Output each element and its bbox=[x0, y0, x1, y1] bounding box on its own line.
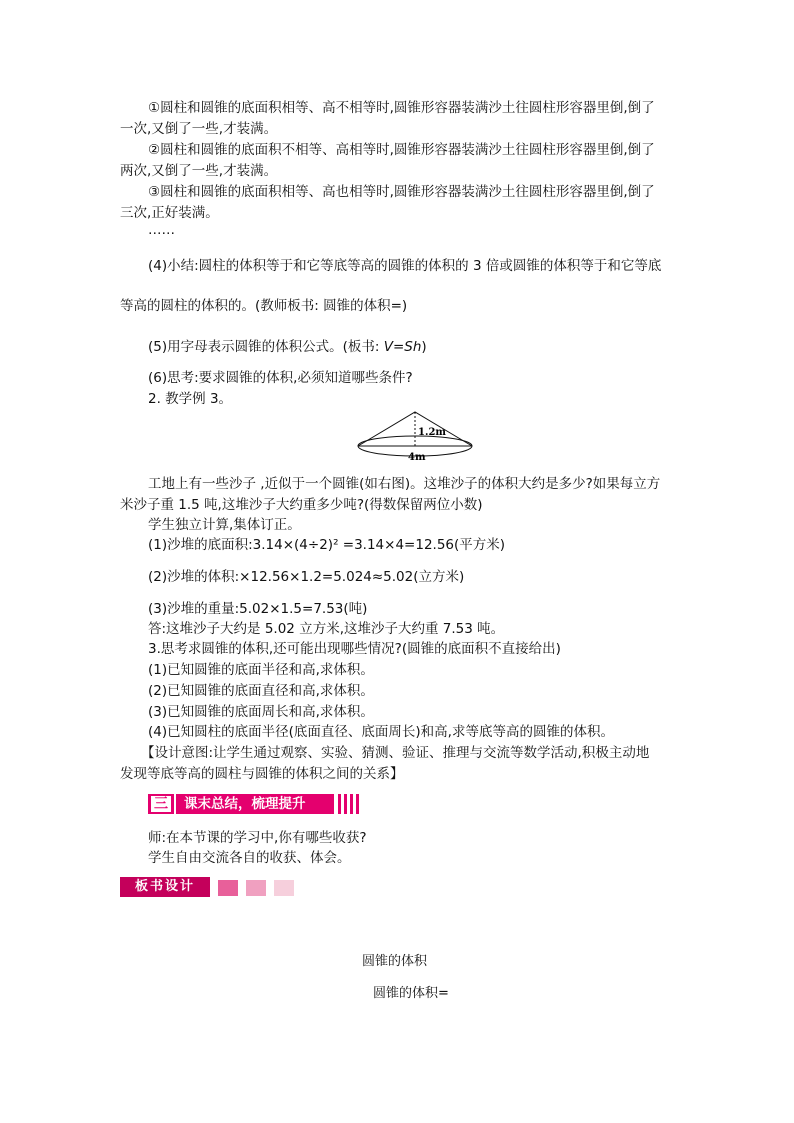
deco-square bbox=[274, 880, 294, 896]
cone-base-label: 4m bbox=[408, 452, 426, 463]
line-3: ②圆柱和圆锥的底面积不相等、高相等时,圆锥形容器装满沙土往圆柱形容器里倒,倒了 bbox=[148, 142, 655, 158]
cone-figure bbox=[354, 408, 476, 466]
example-heading: 2. 教学例 3。 bbox=[148, 391, 233, 407]
thinking-line: (6)思考:要求圆锥的体积,必须知道哪些条件? bbox=[148, 370, 413, 386]
case-4: (4)已知圆柱的底面半径(底面直径、底面周长)和高,求等底等高的圆锥的体积。 bbox=[148, 724, 614, 740]
step-3: (3)沙堆的重量:5.02×1.5=7.53(吨) bbox=[148, 601, 368, 617]
section-3-banner bbox=[148, 794, 364, 814]
banner-stripe bbox=[338, 794, 341, 814]
design-intent-line-2: 发现等底等高的圆柱与圆锥的体积之间的关系】 bbox=[120, 766, 404, 782]
think-heading: 3.思考求圆锥的体积,还可能出现哪些情况?(圆锥的底面积不直接给出) bbox=[148, 641, 561, 657]
summary-line-1: (4)小结:圆柱的体积等于和它等底等高的圆锥的体积的 3 倍或圆锥的体积等于和它等底 bbox=[148, 258, 662, 274]
formula-text: (5)用字母表示圆锥的体积公式。(板书: bbox=[148, 339, 384, 355]
line-2: 一次,又倒了一些,才装满。 bbox=[120, 121, 278, 137]
summary-line-2: 等高的圆柱的体积的。(教师板书: 圆锥的体积=) bbox=[120, 298, 408, 314]
formula-line bbox=[148, 337, 427, 357]
line-6: 三次,正好装满。 bbox=[120, 205, 219, 221]
design-intent-line-1: 【设计意图:让学生通过观察、实验、猜测、验证、推理与交流等数学活动,积极主动地 bbox=[141, 745, 650, 761]
problem-line-2: 米沙子重 1.5 吨,这堆沙子大约重多少吨?(得数保留两位小数) bbox=[120, 497, 483, 513]
deco-square bbox=[218, 880, 238, 896]
line-5: ③圆柱和圆锥的底面积相等、高也相等时,圆锥形容器装满沙土往圆柱形容器里倒,倒了 bbox=[148, 184, 655, 200]
formula-symbol: V=Sh bbox=[383, 339, 422, 355]
banner-stripe bbox=[344, 794, 347, 814]
board-design-label: 板书设计 bbox=[120, 877, 210, 897]
banner-stripe bbox=[350, 794, 353, 814]
ellipsis: …… bbox=[148, 222, 175, 238]
instruction-line: 学生独立计算,集体订正。 bbox=[148, 517, 301, 533]
banner-stripe bbox=[356, 794, 359, 814]
cone-height-label: 1.2m bbox=[418, 427, 446, 438]
board-formula: 圆锥的体积= bbox=[373, 986, 449, 1001]
deco-square bbox=[246, 880, 266, 896]
problem-line-1: 工地上有一些沙子 ,近似于一个圆锥(如右图)。这堆沙子的体积大约是多少?如果每立方 bbox=[148, 476, 661, 492]
step-1: (1)沙堆的底面积:3.14×(4÷2)² =3.14×4=12.56(平方米) bbox=[148, 537, 506, 553]
case-2: (2)已知圆锥的底面直径和高,求体积。 bbox=[148, 683, 374, 699]
section-3-title: 课末总结，梳理提升 bbox=[176, 794, 334, 814]
section-3-number-box bbox=[148, 794, 174, 814]
formula-close: ) bbox=[421, 339, 427, 355]
answer-line: 答:这堆沙子大约是 5.02 立方米,这堆沙子大约重 7.53 吨。 bbox=[148, 621, 505, 637]
step-2: (2)沙堆的体积:×12.56×1.2=5.024≈5.02(立方米) bbox=[148, 569, 465, 585]
case-1: (1)已知圆锥的底面半径和高,求体积。 bbox=[148, 662, 374, 678]
line-1: ①圆柱和圆锥的底面积相等、高不相等时,圆锥形容器装满沙土往圆柱形容器里倒,倒了 bbox=[148, 100, 655, 116]
reflection-question: 师:在本节课的学习中,你有哪些收获? bbox=[148, 830, 367, 846]
line-4: 两次,又倒了一些,才装满。 bbox=[120, 163, 278, 179]
board-title: 圆锥的体积 bbox=[362, 954, 428, 969]
case-3: (3)已知圆锥的底面周长和高,求体积。 bbox=[148, 704, 374, 720]
section-3-number: 三 bbox=[151, 796, 171, 812]
reflection-answer: 学生自由交流各自的收获、体会。 bbox=[148, 850, 351, 866]
